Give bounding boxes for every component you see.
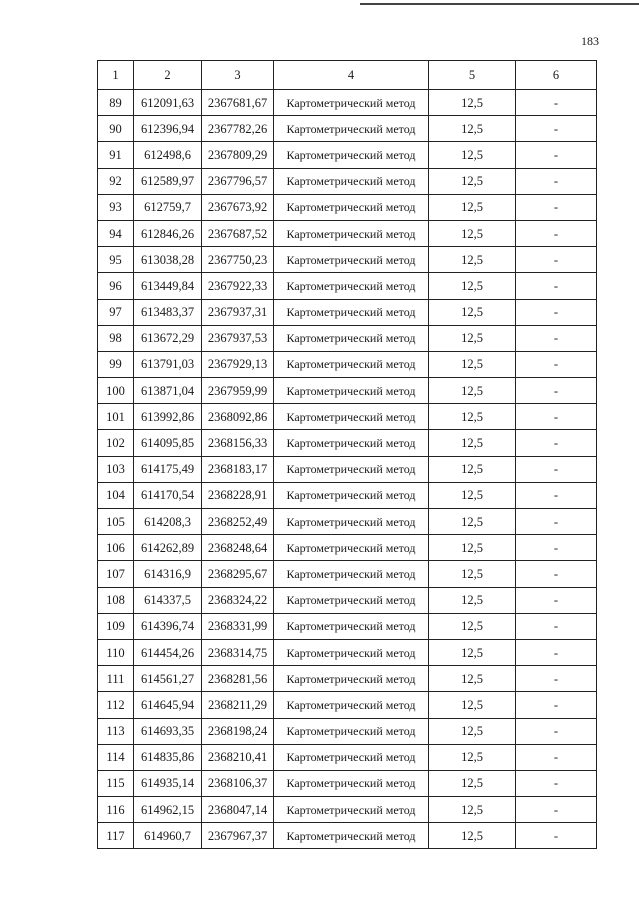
point-number-cell: 109 [98,613,134,639]
table-row [98,718,597,744]
point-number-cell: 97 [98,299,134,325]
point-number-cell: 89 [98,90,134,116]
method-cell: Картометрический метод [274,351,429,377]
point-number-cell: 117 [98,823,134,849]
note-cell: - [516,482,597,508]
table-row [98,116,597,142]
point-number-cell: 99 [98,351,134,377]
table-row [98,770,597,796]
table-row [98,561,597,587]
method-cell: Картометрический метод [274,168,429,194]
note-cell: - [516,509,597,535]
page-number: 183 [581,34,599,48]
method-cell: Картометрический метод [274,142,429,168]
x-coordinate-cell: 614208,3 [134,509,202,535]
x-coordinate-cell: 614095,85 [134,430,202,456]
note-cell: - [516,613,597,639]
x-coordinate-cell: 614835,86 [134,744,202,770]
point-number-cell: 96 [98,273,134,299]
y-coordinate-cell: 2368331,99 [202,613,274,639]
table-row [98,456,597,482]
accuracy-cell: 12,5 [429,430,516,456]
accuracy-cell: 12,5 [429,613,516,639]
table-row [98,666,597,692]
accuracy-cell: 12,5 [429,273,516,299]
method-cell: Картометрический метод [274,718,429,744]
y-coordinate-cell: 2367782,26 [202,116,274,142]
accuracy-cell: 12,5 [429,587,516,613]
method-cell: Картометрический метод [274,220,429,246]
x-coordinate-cell: 612589,97 [134,168,202,194]
point-number-cell: 92 [98,168,134,194]
note-cell: - [516,561,597,587]
table-body [98,90,597,849]
x-coordinate-cell: 614960,7 [134,823,202,849]
table-row [98,587,597,613]
note-cell: - [516,194,597,220]
point-number-cell: 90 [98,116,134,142]
y-coordinate-cell: 2367929,13 [202,351,274,377]
point-number-cell: 105 [98,509,134,535]
note-cell: - [516,797,597,823]
note-cell: - [516,587,597,613]
point-number-cell: 91 [98,142,134,168]
accuracy-cell: 12,5 [429,666,516,692]
x-coordinate-cell: 613992,86 [134,404,202,430]
point-number-cell: 113 [98,718,134,744]
y-coordinate-cell: 2368183,17 [202,456,274,482]
method-cell: Картометрический метод [274,561,429,587]
note-cell: - [516,378,597,404]
method-cell: Картометрический метод [274,116,429,142]
point-number-cell: 107 [98,561,134,587]
y-coordinate-cell: 2368210,41 [202,744,274,770]
note-cell: - [516,142,597,168]
method-cell: Картометрический метод [274,587,429,613]
header-cell-2: 2 [134,61,202,90]
y-coordinate-cell: 2367750,23 [202,247,274,273]
accuracy-cell: 12,5 [429,168,516,194]
method-cell: Картометрический метод [274,378,429,404]
method-cell: Картометрический метод [274,770,429,796]
x-coordinate-cell: 614337,5 [134,587,202,613]
accuracy-cell: 12,5 [429,90,516,116]
y-coordinate-cell: 2367809,29 [202,142,274,168]
y-coordinate-cell: 2367937,31 [202,299,274,325]
accuracy-cell: 12,5 [429,404,516,430]
table-row [98,430,597,456]
x-coordinate-cell: 613449,84 [134,273,202,299]
method-cell: Картометрический метод [274,90,429,116]
note-cell: - [516,325,597,351]
accuracy-cell: 12,5 [429,116,516,142]
point-number-cell: 94 [98,220,134,246]
accuracy-cell: 12,5 [429,535,516,561]
note-cell: - [516,273,597,299]
y-coordinate-cell: 2367673,92 [202,194,274,220]
point-number-cell: 93 [98,194,134,220]
accuracy-cell: 12,5 [429,299,516,325]
table-row [98,351,597,377]
x-coordinate-cell: 612091,63 [134,90,202,116]
point-number-cell: 115 [98,770,134,796]
method-cell: Картометрический метод [274,482,429,508]
method-cell: Картометрический метод [274,194,429,220]
note-cell: - [516,692,597,718]
table-row [98,220,597,246]
y-coordinate-cell: 2367796,57 [202,168,274,194]
method-cell: Картометрический метод [274,325,429,351]
accuracy-cell: 12,5 [429,692,516,718]
method-cell: Картометрический метод [274,666,429,692]
note-cell: - [516,168,597,194]
table-row [98,823,597,849]
y-coordinate-cell: 2368248,64 [202,535,274,561]
note-cell: - [516,247,597,273]
x-coordinate-cell: 614561,27 [134,666,202,692]
x-coordinate-cell: 613871,04 [134,378,202,404]
point-number-cell: 116 [98,797,134,823]
x-coordinate-cell: 612498,6 [134,142,202,168]
note-cell: - [516,430,597,456]
header-cell-4: 4 [274,61,429,90]
note-cell: - [516,116,597,142]
x-coordinate-cell: 614396,74 [134,613,202,639]
accuracy-cell: 12,5 [429,194,516,220]
method-cell: Картометрический метод [274,299,429,325]
y-coordinate-cell: 2368228,91 [202,482,274,508]
y-coordinate-cell: 2367922,33 [202,273,274,299]
table-row [98,404,597,430]
x-coordinate-cell: 613483,37 [134,299,202,325]
y-coordinate-cell: 2368281,56 [202,666,274,692]
note-cell: - [516,744,597,770]
y-coordinate-cell: 2367687,52 [202,220,274,246]
note-cell: - [516,299,597,325]
point-number-cell: 103 [98,456,134,482]
x-coordinate-cell: 613672,29 [134,325,202,351]
header-cell-5: 5 [429,61,516,90]
table-row [98,797,597,823]
point-number-cell: 114 [98,744,134,770]
note-cell: - [516,220,597,246]
x-coordinate-cell: 613791,03 [134,351,202,377]
point-number-cell: 100 [98,378,134,404]
accuracy-cell: 12,5 [429,718,516,744]
point-number-cell: 98 [98,325,134,351]
y-coordinate-cell: 2368198,24 [202,718,274,744]
note-cell: - [516,666,597,692]
note-cell: - [516,718,597,744]
accuracy-cell: 12,5 [429,220,516,246]
x-coordinate-cell: 614962,15 [134,797,202,823]
x-coordinate-cell: 614316,9 [134,561,202,587]
note-cell: - [516,535,597,561]
accuracy-cell: 12,5 [429,351,516,377]
x-coordinate-cell: 613038,28 [134,247,202,273]
table-row [98,247,597,273]
note-cell: - [516,456,597,482]
accuracy-cell: 12,5 [429,509,516,535]
point-number-cell: 110 [98,639,134,665]
method-cell: Картометрический метод [274,823,429,849]
y-coordinate-cell: 2367967,37 [202,823,274,849]
table-row [98,273,597,299]
accuracy-cell: 12,5 [429,823,516,849]
method-cell: Картометрический метод [274,509,429,535]
accuracy-cell: 12,5 [429,797,516,823]
table-row [98,692,597,718]
y-coordinate-cell: 2368252,49 [202,509,274,535]
method-cell: Картометрический метод [274,273,429,299]
accuracy-cell: 12,5 [429,561,516,587]
y-coordinate-cell: 2367937,53 [202,325,274,351]
y-coordinate-cell: 2368106,37 [202,770,274,796]
y-coordinate-cell: 2368295,67 [202,561,274,587]
note-cell: - [516,823,597,849]
accuracy-cell: 12,5 [429,456,516,482]
y-coordinate-cell: 2368156,33 [202,430,274,456]
x-coordinate-cell: 614262,89 [134,535,202,561]
x-coordinate-cell: 614693,35 [134,718,202,744]
accuracy-cell: 12,5 [429,639,516,665]
note-cell: - [516,351,597,377]
header-cell-3: 3 [202,61,274,90]
table-row [98,535,597,561]
table-row [98,194,597,220]
y-coordinate-cell: 2367959,99 [202,378,274,404]
x-coordinate-cell: 614175,49 [134,456,202,482]
method-cell: Картометрический метод [274,744,429,770]
table-row [98,299,597,325]
accuracy-cell: 12,5 [429,325,516,351]
table-row [98,142,597,168]
table-row [98,639,597,665]
accuracy-cell: 12,5 [429,247,516,273]
table-row [98,744,597,770]
point-number-cell: 102 [98,430,134,456]
table-row [98,613,597,639]
note-cell: - [516,90,597,116]
accuracy-cell: 12,5 [429,744,516,770]
header-cell-1: 1 [98,61,134,90]
note-cell: - [516,639,597,665]
table-row [98,325,597,351]
table-header-row [98,61,597,90]
x-coordinate-cell: 614935,14 [134,770,202,796]
x-coordinate-cell: 614645,94 [134,692,202,718]
table-row [98,509,597,535]
table-row [98,90,597,116]
method-cell: Картометрический метод [274,613,429,639]
point-number-cell: 108 [98,587,134,613]
y-coordinate-cell: 2368324,22 [202,587,274,613]
method-cell: Картометрический метод [274,456,429,482]
method-cell: Картометрический метод [274,639,429,665]
x-coordinate-cell: 612396,94 [134,116,202,142]
y-coordinate-cell: 2368047,14 [202,797,274,823]
point-number-cell: 101 [98,404,134,430]
accuracy-cell: 12,5 [429,142,516,168]
method-cell: Картометрический метод [274,404,429,430]
accuracy-cell: 12,5 [429,770,516,796]
note-cell: - [516,770,597,796]
y-coordinate-cell: 2368314,75 [202,639,274,665]
x-coordinate-cell: 614170,54 [134,482,202,508]
method-cell: Картометрический метод [274,535,429,561]
point-number-cell: 112 [98,692,134,718]
accuracy-cell: 12,5 [429,482,516,508]
coordinates-table [97,60,597,849]
point-number-cell: 104 [98,482,134,508]
accuracy-cell: 12,5 [429,378,516,404]
header-cell-6: 6 [516,61,597,90]
y-coordinate-cell: 2367681,67 [202,90,274,116]
top-edge-line [360,3,639,5]
point-number-cell: 106 [98,535,134,561]
x-coordinate-cell: 612759,7 [134,194,202,220]
table-row [98,482,597,508]
method-cell: Картометрический метод [274,430,429,456]
top-edge-artifact [0,0,639,9]
note-cell: - [516,404,597,430]
point-number-cell: 95 [98,247,134,273]
point-number-cell: 111 [98,666,134,692]
table-row [98,168,597,194]
method-cell: Картометрический метод [274,247,429,273]
method-cell: Картометрический метод [274,692,429,718]
method-cell: Картометрический метод [274,797,429,823]
table-row [98,378,597,404]
x-coordinate-cell: 612846,26 [134,220,202,246]
y-coordinate-cell: 2368211,29 [202,692,274,718]
x-coordinate-cell: 614454,26 [134,639,202,665]
y-coordinate-cell: 2368092,86 [202,404,274,430]
